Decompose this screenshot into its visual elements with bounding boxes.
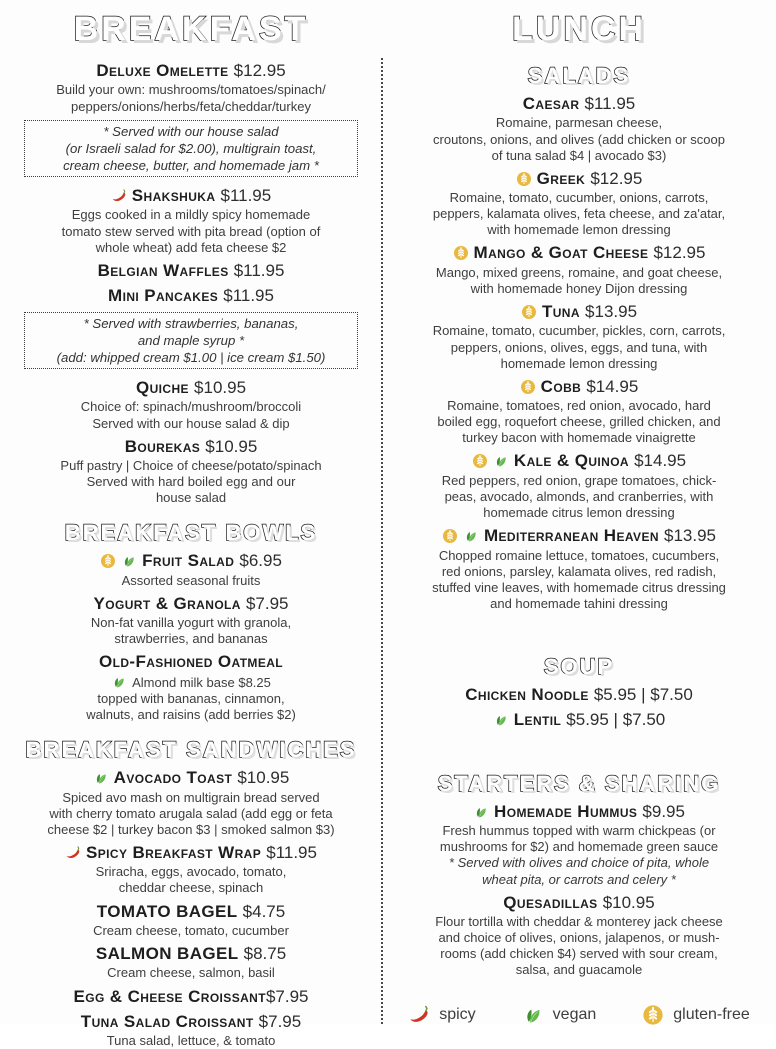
item-desc-line: Sriracha, eggs, avocado, tomato,	[95, 864, 287, 880]
spicy-icon	[408, 1004, 430, 1026]
menu-item	[8, 286, 374, 306]
menu-item	[390, 685, 768, 705]
item-name-line	[8, 594, 374, 614]
menu-item	[390, 451, 768, 521]
item-name: Avocado Toast	[113, 768, 233, 788]
menu-item	[8, 652, 374, 723]
item-name-line	[8, 186, 374, 206]
item-name-line	[390, 243, 768, 263]
item-desc-line: topped with bananas, cinnamon,	[97, 690, 285, 706]
item-price: $11.95	[266, 842, 317, 862]
item-desc-line-italic: * Served with olives and choice of pita, whole	[448, 855, 710, 871]
item-price: $7.95	[245, 593, 289, 613]
vegan-icon	[522, 1004, 544, 1026]
menu-item	[8, 61, 374, 115]
gluten-free-icon	[516, 171, 532, 187]
column-divider	[381, 58, 383, 1024]
menu-item	[390, 893, 768, 979]
section-heading: BREAKFAST BOWLS	[64, 520, 318, 546]
menu-section	[390, 63, 768, 612]
section-heading: SOUP	[543, 654, 615, 680]
item-desc-line: Romaine, tomato, cucumber, pickles, corn, carrots,	[432, 323, 726, 339]
item-name: Caesar	[522, 94, 580, 113]
item-price: $6.95	[239, 551, 282, 571]
item-name: SALMON BAGEL	[95, 944, 239, 964]
breakfast-title: BREAKFAST	[73, 10, 309, 48]
item-name-line	[390, 377, 768, 397]
breakfast-items	[8, 61, 374, 1049]
item-desc-line: tomato stew served with pita bread (option of	[61, 223, 321, 239]
item-price: $10.95	[205, 436, 258, 456]
item-desc-line: of tuna salad $4 | avocado $3)	[491, 147, 667, 163]
item-price: $4.75	[242, 901, 286, 921]
menu-item	[390, 526, 768, 612]
legend	[390, 1004, 768, 1026]
item-price: $13.95	[664, 526, 717, 546]
item-name-line	[390, 685, 768, 705]
item-desc-line: turkey bacon with homemade vinaigrette	[462, 430, 696, 446]
item-desc-line: cheese $2 | turkey bacon $3 | smoked salmon $3)	[47, 821, 335, 837]
menu-section	[8, 520, 374, 723]
menu-item	[390, 802, 768, 888]
note-line: * Served with strawberries, bananas,	[83, 315, 299, 331]
item-price: $12.95	[233, 61, 286, 80]
item-desc-line: homemade lemon dressing	[500, 355, 658, 371]
item-name-line	[390, 94, 768, 114]
item-desc-line: Non-fat vanilla yogurt with granola,	[90, 615, 292, 631]
item-name-line	[8, 768, 374, 788]
item-desc-line: whole wheat) add feta cheese $2	[95, 239, 287, 255]
note-box	[24, 312, 358, 369]
item-desc-line: red onions, parsley, kalamata olives, red radish,	[441, 563, 717, 579]
gluten-free-icon	[453, 245, 469, 261]
vegan-icon	[93, 770, 109, 786]
item-name-line	[390, 710, 768, 730]
item-desc-line: peas, avocado, almonds, and cranberries, with	[444, 488, 714, 504]
note-line: * Served with our house salad	[103, 123, 279, 139]
item-desc-line: mushrooms for $2) and homemade green sauce	[439, 839, 719, 855]
item-name: Spicy Breakfast Wrap	[86, 842, 262, 862]
spicy-icon	[111, 188, 127, 204]
menu-item	[8, 378, 374, 432]
lunch-items	[390, 63, 768, 978]
section-heading: SALADS	[527, 63, 631, 88]
item-name: Cobb	[540, 376, 582, 396]
item-desc-line: Romaine, parmesan cheese,	[495, 115, 663, 131]
menu-item	[8, 902, 374, 940]
menu-item	[8, 594, 374, 648]
item-name: Tuna	[541, 302, 580, 322]
item-desc-line: strawberries, and bananas	[114, 631, 268, 647]
menu-item	[390, 94, 768, 164]
item-price: $14.95	[586, 376, 639, 396]
item-desc-line: salsa, and guacamole	[515, 962, 643, 978]
item-name: Bourekas	[124, 436, 201, 456]
item-price: $7.95	[265, 986, 309, 1006]
legend-item-gluten-free	[642, 1004, 750, 1026]
item-desc-line: Served with our house salad & dip	[92, 415, 290, 431]
menu-section	[8, 61, 374, 506]
item-name-line	[8, 286, 374, 306]
item-name-line	[8, 1012, 374, 1032]
item-desc-line: Romaine, tomatoes, red onion, avocado, hard	[447, 398, 711, 414]
menu-section	[390, 654, 768, 731]
legend-label: gluten-free	[673, 1006, 750, 1024]
item-name: Mediterranean Heaven	[483, 526, 659, 546]
item-name: Mini Pancakes	[108, 286, 219, 306]
item-desc-line: Spiced avo mash on multigrain bread served	[62, 789, 320, 805]
note-box	[24, 120, 358, 177]
item-name: Chicken Noodle	[465, 685, 589, 705]
menu-item	[8, 1012, 374, 1049]
spicy-icon	[65, 845, 81, 861]
item-name: Tuna Salad Croissant	[80, 1011, 254, 1031]
menu-item	[8, 261, 374, 281]
note-line: and maple syrup *	[137, 332, 245, 348]
item-name-line	[390, 451, 768, 471]
item-desc-line: and choice of olives, onions, jalapenos, or mush-	[438, 930, 720, 946]
legend-item-vegan	[522, 1004, 597, 1026]
item-desc-line: cheddar cheese, spinach	[118, 880, 264, 896]
note-line: cream cheese, butter, and homemade jam *	[63, 157, 319, 173]
item-name-line	[8, 843, 374, 863]
item-desc-line	[8, 674, 374, 691]
item-name: Quiche	[135, 378, 189, 398]
item-name-line	[390, 169, 768, 189]
menu-item	[390, 302, 768, 372]
item-name: Mango & Goat Cheese	[473, 243, 649, 263]
vegan-icon	[121, 553, 137, 569]
legend-label: vegan	[552, 1006, 597, 1024]
lunch-title: LUNCH	[512, 10, 646, 48]
note-line: (add: whipped cream $1.00 | ice cream $1.50)	[56, 349, 326, 365]
section-heading: BREAKFAST SANDWICHES	[25, 737, 357, 763]
item-name-line	[390, 302, 768, 322]
item-name-line	[8, 551, 374, 571]
item-price: $10.95	[237, 768, 290, 788]
item-price: $13.95	[585, 302, 638, 322]
item-desc-line: Tuna salad, lettuce, & tomato	[106, 1033, 276, 1049]
item-name-line	[8, 652, 374, 672]
item-price: $5.95 | $7.50	[593, 685, 693, 705]
item-name-line	[8, 944, 374, 964]
item-name: Homemade Hummus	[494, 801, 638, 821]
item-name: Lentil	[513, 710, 562, 730]
item-desc-line: croutons, onions, and olives (add chicken or scoop	[433, 131, 725, 147]
item-desc-line: with homemade lemon dressing	[487, 222, 671, 238]
item-name: Egg & Cheese Croissant	[73, 986, 266, 1006]
item-desc-line: Assorted seasonal fruits	[121, 572, 261, 588]
legend-item-spicy	[408, 1004, 475, 1026]
item-desc-line: rooms (add chicken $4) served with sour cream,	[440, 946, 718, 962]
gluten-free-icon	[472, 453, 488, 469]
gluten-free-icon	[521, 304, 537, 320]
item-desc-line: Mango, mixed greens, romaine, and goat cheese,	[435, 264, 723, 280]
item-price: $7.95	[258, 1011, 302, 1031]
item-name-line	[390, 893, 768, 913]
menu-item	[390, 169, 768, 239]
item-desc-line: with cherry tomato arugala salad (add egg or feta	[49, 805, 333, 821]
item-desc-line: stuffed vine leaves, with homemade citrus dressing	[432, 579, 726, 595]
item-name-line	[390, 802, 768, 822]
item-desc-text: Almond milk base $8.25	[132, 674, 271, 690]
menu-item	[8, 186, 374, 256]
item-name: Quesadillas	[503, 892, 598, 912]
item-name: Fruit Salad	[142, 551, 235, 571]
gluten-free-icon	[442, 528, 458, 544]
item-desc-line: Red peppers, red onion, grape tomatoes, chick-	[441, 472, 717, 488]
item-desc-line: peppers, onions, olives, eggs, and tuna, with	[450, 339, 708, 355]
gluten-free-icon	[642, 1004, 664, 1026]
item-name-line	[8, 378, 374, 398]
item-desc-line: Eggs cooked in a mildly spicy homemade	[71, 207, 311, 223]
menu-item	[8, 551, 374, 589]
item-price: $10.95	[194, 378, 247, 398]
item-price: $11.95	[223, 286, 274, 306]
item-name: Yogurt & Granola	[93, 593, 241, 613]
item-desc-line: Cream cheese, tomato, cucumber	[93, 922, 289, 938]
menu-item	[8, 944, 374, 982]
item-desc-line: and homemade tahini dressing	[490, 595, 668, 611]
item-name: Greek	[536, 168, 586, 188]
item-price: $5.95 | $7.50	[566, 710, 666, 730]
item-name-line	[8, 261, 374, 281]
item-name-line	[8, 987, 374, 1007]
menu-item	[8, 768, 374, 838]
gluten-free-icon	[520, 379, 536, 395]
vegan-icon	[463, 528, 479, 544]
item-name-line	[390, 526, 768, 546]
item-desc-line: Chopped romaine lettuce, tomatoes, cucumbers,	[438, 547, 720, 563]
item-price: $11.95	[233, 260, 285, 280]
vegan-icon	[111, 674, 127, 690]
item-name: TOMATO BAGEL	[96, 901, 238, 921]
item-price: $9.95	[642, 801, 685, 821]
menu-item	[8, 987, 374, 1007]
legend-label: spicy	[439, 1006, 476, 1024]
item-name: Deluxe Omelette	[96, 61, 229, 80]
item-price: $12.95	[653, 243, 706, 263]
item-name-line	[8, 61, 374, 81]
menu-item	[390, 710, 768, 730]
item-name-line	[8, 437, 374, 457]
item-price: $14.95	[634, 451, 687, 471]
item-desc-line-italic: wheat pita, or carrots and celery *	[482, 871, 676, 887]
item-desc-line: Cream cheese, salmon, basil	[107, 965, 275, 981]
item-name: Belgian Waffles	[97, 260, 229, 280]
item-price: $11.95	[584, 94, 636, 113]
item-desc-line: homemade citrus lemon dressing	[483, 505, 675, 521]
item-name: Old-Fashioned Oatmeal	[98, 652, 284, 672]
item-desc-line: Choice of: spinach/mushroom/broccoli	[80, 399, 302, 415]
menu-item	[390, 377, 768, 447]
item-price: $11.95	[220, 186, 272, 206]
item-desc-line: walnuts, and raisins (add berries $2)	[86, 707, 296, 723]
vegan-icon	[493, 453, 509, 469]
item-desc-line: Flour tortilla with cheddar & monterey jack cheese	[435, 914, 723, 930]
item-name: Kale & Quinoa	[513, 451, 629, 471]
item-price: $12.95	[590, 168, 643, 188]
item-desc-line: with homemade honey Dijon dressing	[470, 280, 688, 296]
item-desc-line: Romaine, tomato, cucumber, onions, carrots,	[449, 190, 709, 206]
item-desc-line: peppers/onions/herbs/feta/cheddar/turkey	[71, 98, 311, 114]
item-name-line	[8, 902, 374, 922]
item-desc-line: Puff pastry | Choice of cheese/potato/spinach	[60, 458, 322, 474]
item-price: $8.75	[243, 944, 287, 964]
menu-item	[8, 437, 374, 507]
item-desc-line: Build your own: mushrooms/tomatoes/spinach/	[56, 82, 326, 98]
breakfast-column	[0, 0, 382, 1049]
item-name: Shakshuka	[131, 186, 216, 206]
menu-section	[8, 737, 374, 1049]
item-desc-line: house salad	[155, 490, 227, 506]
note-line: (or Israeli salad for $2.00), multigrain toast,	[65, 140, 317, 156]
item-price: $10.95	[602, 892, 655, 912]
vegan-icon	[493, 712, 509, 728]
lunch-column	[382, 0, 776, 1024]
gluten-free-icon	[100, 553, 116, 569]
item-desc-line: boiled egg, roquefort cheese, grilled chicken, and	[437, 414, 721, 430]
vegan-icon	[473, 804, 489, 820]
menu-item	[390, 243, 768, 297]
menu-item	[8, 843, 374, 897]
item-desc-line: Fresh hummus topped with warm chickpeas (or	[442, 823, 716, 839]
section-heading: STARTERS & SHARING	[437, 770, 721, 796]
menu-section	[390, 771, 768, 979]
item-desc-line: peppers, kalamata olives, feta cheese, and za'atar,	[432, 206, 726, 222]
item-desc-line: Served with hard boiled egg and our	[86, 474, 296, 490]
